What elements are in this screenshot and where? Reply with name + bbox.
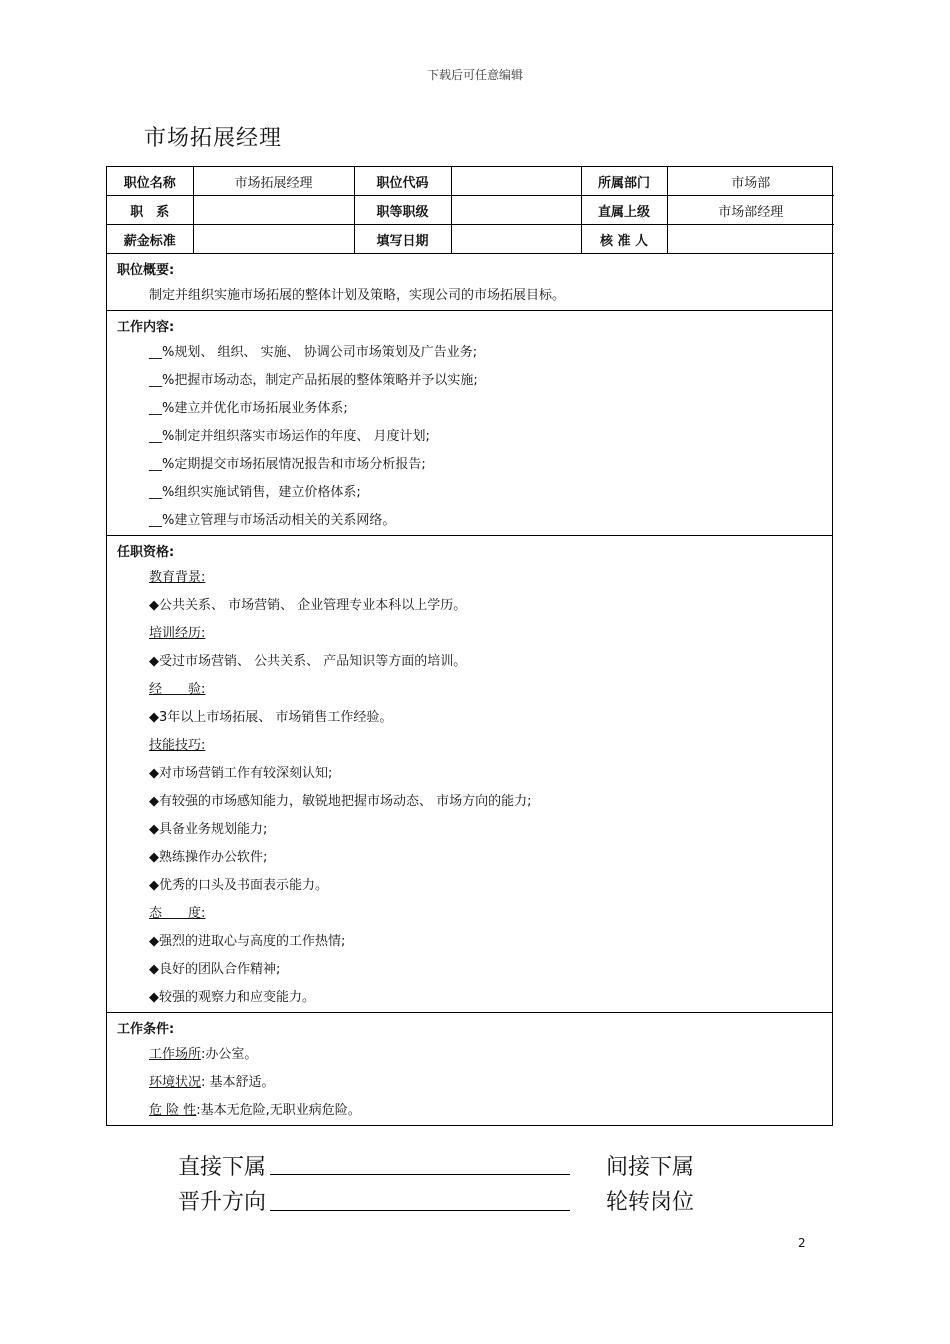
section xyxy=(107,311,832,536)
line-text: ◆良好的团队合作精神; xyxy=(149,962,281,977)
condition-value: : 基本舒适。 xyxy=(201,1075,275,1090)
info-label-cell: 职位代码 xyxy=(354,167,451,196)
section-line xyxy=(117,1041,832,1069)
section-line xyxy=(117,676,832,704)
condition-label: 环境状况 xyxy=(149,1075,202,1090)
job-description-form xyxy=(106,166,833,1126)
section-line xyxy=(117,928,832,956)
section-line xyxy=(117,872,832,900)
subheading: 技能技巧: xyxy=(149,738,206,753)
line-text: __%制定并组织落实市场运作的年度、 月度计划; xyxy=(149,429,430,444)
section-line xyxy=(117,984,832,1012)
section-line xyxy=(117,816,832,844)
info-value-cell xyxy=(451,225,581,254)
line-text: ◆受过市场营销、 公共关系、 产品知识等方面的培训。 xyxy=(149,654,467,669)
job-info-table xyxy=(107,167,834,254)
line-text: __%建立管理与市场活动相关的关系网络。 xyxy=(149,513,396,528)
section-line xyxy=(117,648,832,676)
section-line xyxy=(117,367,832,395)
section-title: 职位概要: xyxy=(117,263,175,278)
line-text: ◆有较强的市场感知能力，敏锐地把握市场动态、 市场方向的能力; xyxy=(149,794,532,809)
info-value-cell xyxy=(451,196,581,225)
section-line xyxy=(117,788,832,816)
line-text: __%定期提交市场拓展情况报告和市场分析报告; xyxy=(149,457,426,472)
info-value-cell xyxy=(667,225,834,254)
info-label-cell: 所属部门 xyxy=(581,167,667,196)
section xyxy=(107,1013,832,1125)
section-line xyxy=(117,592,832,620)
line-text: __%组织实施试销售，建立价格体系; xyxy=(149,485,361,500)
section-line xyxy=(117,732,832,760)
info-value-cell: 市场拓展经理 xyxy=(193,167,354,196)
indirect-subordinate-label: 间接下属 xyxy=(606,1155,695,1180)
info-value-cell: 市场部经理 xyxy=(667,196,834,225)
section-line xyxy=(117,704,832,732)
header-note: 下载后可任意编辑 xyxy=(426,68,523,82)
info-row xyxy=(107,167,834,196)
section-line xyxy=(117,1097,832,1125)
promotion-direction-blank xyxy=(270,1210,570,1211)
info-label-cell: 职 系 xyxy=(107,196,193,225)
line-text: __%建立并优化市场拓展业务体系; xyxy=(149,401,348,416)
line-text: 制定并组织实施市场拓展的整体计划及策略，实现公司的市场拓展目标。 xyxy=(149,288,566,303)
subheading: 经 验: xyxy=(149,682,206,697)
direct-subordinate-blank xyxy=(270,1174,570,1175)
info-label-cell: 直属上级 xyxy=(581,196,667,225)
page-number: 2 xyxy=(798,1236,806,1250)
info-value-cell xyxy=(451,167,581,196)
info-row xyxy=(107,225,834,254)
info-label-cell: 薪金标准 xyxy=(107,225,193,254)
section xyxy=(107,254,832,311)
info-label-cell: 填写日期 xyxy=(354,225,451,254)
line-text: __%把握市场动态，制定产品拓展的整体策略并予以实施; xyxy=(149,373,478,388)
line-text: ◆熟练操作办公软件; xyxy=(149,850,268,865)
section-line xyxy=(117,451,832,479)
section-line xyxy=(117,423,832,451)
subheading: 教育背景: xyxy=(149,570,206,585)
direct-subordinate-label: 直接下属 xyxy=(178,1155,267,1180)
document-title: 市场拓展经理 xyxy=(144,126,283,151)
section-line xyxy=(117,282,832,310)
section-title: 工作内容: xyxy=(117,320,175,335)
section-line xyxy=(117,844,832,872)
section-line xyxy=(117,956,832,984)
line-text: ◆对市场营销工作有较深刻认知; xyxy=(149,766,333,781)
section-line xyxy=(117,1069,832,1097)
info-value-cell xyxy=(193,196,354,225)
subheading: 态 度: xyxy=(149,906,206,921)
section-title: 工作条件: xyxy=(117,1022,175,1037)
info-label-cell: 职等职级 xyxy=(354,196,451,225)
line-text: ◆3年以上市场拓展、 市场销售工作经验。 xyxy=(149,710,393,725)
subheading: 培训经历: xyxy=(149,626,206,641)
promotion-direction-label: 晋升方向 xyxy=(178,1190,267,1215)
line-text: ◆具备业务规划能力; xyxy=(149,822,268,837)
section-line xyxy=(117,395,832,423)
info-row xyxy=(107,196,834,225)
section-line xyxy=(117,620,832,648)
section-line xyxy=(117,507,832,535)
info-label-cell: 核 准 人 xyxy=(581,225,667,254)
info-value-cell xyxy=(193,225,354,254)
rotation-position-label: 轮转岗位 xyxy=(606,1190,695,1215)
line-text: ◆公共关系、 市场营销、 企业管理专业本科以上学历。 xyxy=(149,598,467,613)
info-label-cell: 职位名称 xyxy=(107,167,193,196)
condition-label: 危 险 性 xyxy=(149,1103,197,1118)
line-text: __%规划、 组织、 实施、 协调公司市场策划及广告业务; xyxy=(149,345,478,360)
section-line xyxy=(117,760,832,788)
section xyxy=(107,536,832,1013)
section-line xyxy=(117,564,832,592)
condition-value: :基本无危险,无职业病危险。 xyxy=(196,1103,361,1118)
sections-container xyxy=(107,254,832,1125)
line-text: ◆较强的观察力和应变能力。 xyxy=(149,990,315,1005)
section-title: 任职资格: xyxy=(117,545,175,560)
line-text: ◆强烈的进取心与高度的工作热情; xyxy=(149,934,346,949)
section-line xyxy=(117,479,832,507)
line-text: ◆优秀的口头及书面表示能力。 xyxy=(149,878,328,893)
section-line xyxy=(117,339,832,367)
section-line xyxy=(117,900,832,928)
condition-label: 工作场所 xyxy=(149,1047,202,1062)
condition-value: :办公室。 xyxy=(201,1047,258,1062)
info-value-cell: 市场部 xyxy=(667,167,834,196)
